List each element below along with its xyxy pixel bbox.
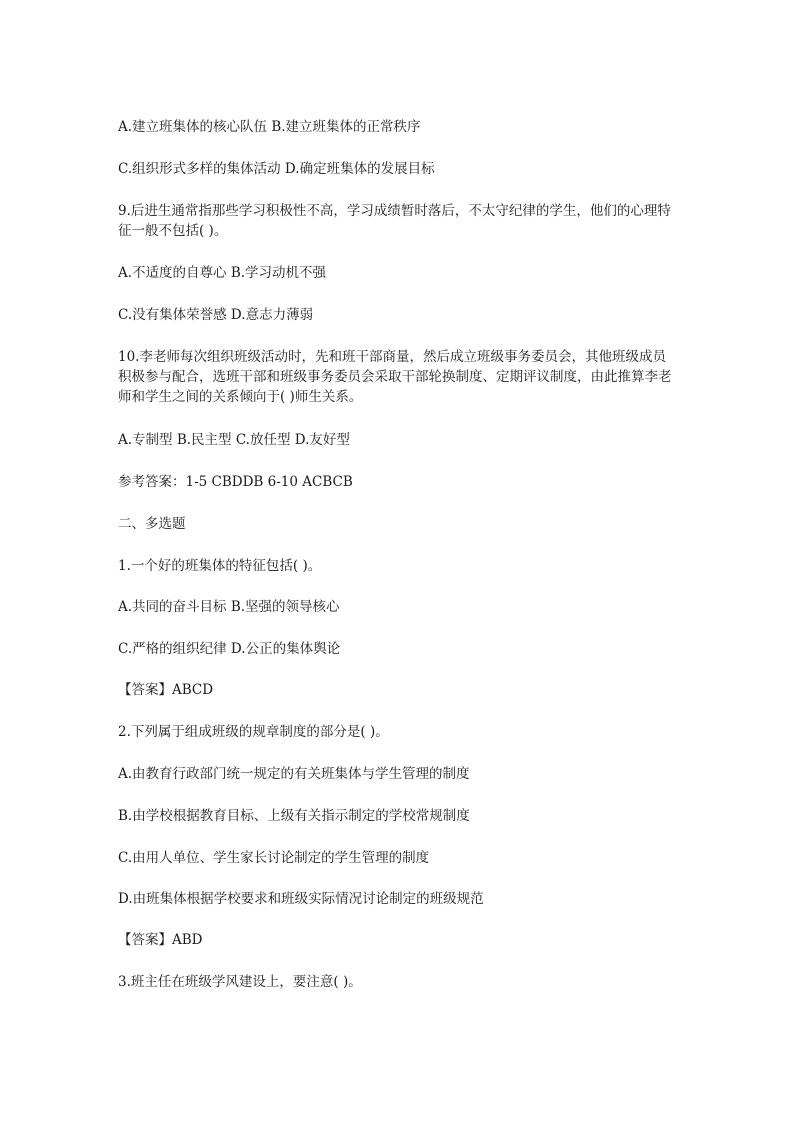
option-line: A.共同的奋斗目标 B.坚强的领导核心: [118, 599, 340, 615]
option-line: C.组织形式多样的集体活动 D.确定班集体的发展目标: [118, 161, 435, 177]
option-line: D.由班集体根据学校要求和班级实际情况讨论制定的班级规范: [118, 891, 484, 907]
answer-line: 【答案】ABCD: [118, 682, 214, 698]
section-heading: 二、多选题: [118, 516, 186, 532]
option-line: C.严格的组织纪律 D.公正的集体舆论: [118, 641, 341, 657]
option-line: A.由教育行政部门统一规定的有关班集体与学生管理的制度: [118, 766, 470, 782]
question-10: 10.李老师每次组织班级活动时，先和班干部商量，然后成立班级事务委员会，其他班级成员积极参与配合，选班干部和班级事务委员会采取干部轮换制度、定期评议制度，由此推算李老师和学生之间的关系倾向于( )师生关系。: [118, 349, 672, 405]
answer-line: 【答案】ABD: [118, 932, 203, 948]
option-line: B.由学校根据教育目标、上级有关指示制定的学校常规制度: [118, 808, 470, 824]
option-line: A.专制型 B.民主型 C.放任型 D.友好型: [118, 432, 350, 448]
option-line: A.建立班集体的核心队伍 B.建立班集体的正常秩序: [118, 119, 421, 135]
question-2: 2.下列属于组成班级的规章制度的部分是( )。: [118, 724, 389, 740]
option-line: A.不适度的自尊心 B.学习动机不强: [118, 265, 327, 281]
question-1: 1.一个好的班集体的特征包括( )。: [118, 558, 322, 574]
option-line: C.没有集体荣誉感 D.意志力薄弱: [118, 307, 314, 323]
question-3: 3.班主任在班级学风建设上，要注意( )。: [118, 974, 362, 990]
question-9: 9.后进生通常指那些学习积极性不高，学习成绩暂时落后，不太守纪律的学生，他们的心理特征一般不包括( )。: [118, 203, 671, 239]
option-line: C.由用人单位、学生家长讨论制定的学生管理的制度: [118, 850, 430, 866]
answer-key: 参考答案：1-5 CBDDB 6-10 ACBCB: [118, 474, 353, 490]
